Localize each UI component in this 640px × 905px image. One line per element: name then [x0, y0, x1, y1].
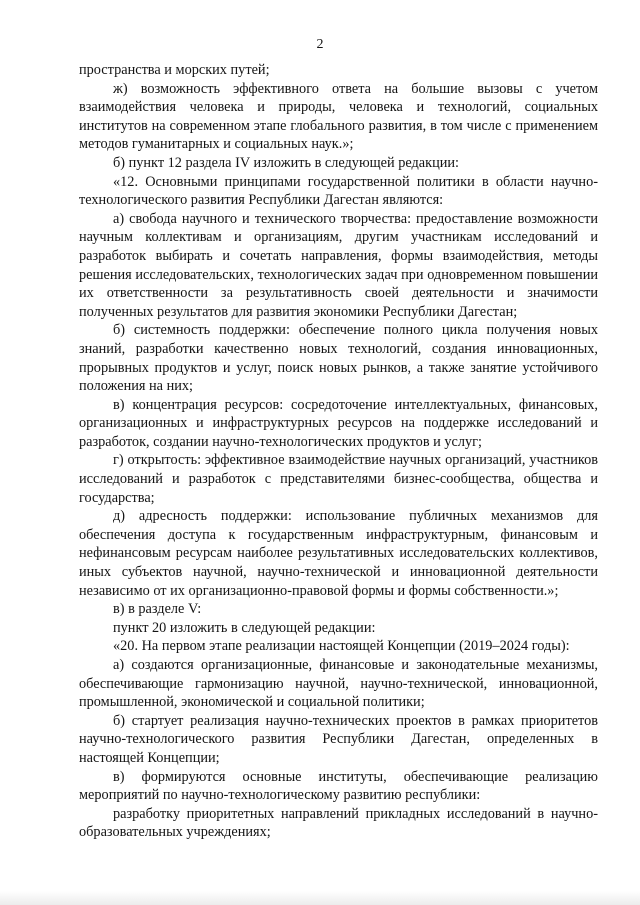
- paragraph-amendment-b: б) пункт 12 раздела IV изложить в следующей редакции:: [113, 154, 460, 171]
- document-body: [79, 61, 598, 842]
- paragraph-principle-d: д) адресность поддержки: использование публичных механизмов для обеспечения доступа к государственным инфраструктурным, финансовым и нефинансовым ресурсам наиболее результативных исследовательских коллективов, иных субъектов научной, научно-технической и инновационной деятельности независимо от их организационно-правовой формы и формы собственности.»;: [79, 508, 598, 599]
- paragraph-principle-g: г) открытость: эффективное взаимодействие научных организаций, участников исследований и разработок с представителями бизнес-сообщества, общества и государства;: [79, 452, 598, 506]
- paragraph-stage-a: а) создаются организационные, финансовые и законодательные механизмы, обеспечивающие гармонизацию научной, научно-технической, инновационной, промышленной, экономической и социальной политики;: [79, 657, 598, 711]
- paragraph-point-20-intro: пункт 20 изложить в следующей редакции:: [113, 619, 376, 636]
- paragraph-principle-b: б) системность поддержки: обеспечение полного цикла получения новых знаний, разработки качественно новых технологий, создания инновационных, прорывных продуктов и услуг, поиск новых рынков, а также занятие устойчивого положения на них;: [79, 322, 598, 395]
- paragraph-amendment-v: в) в разделе V:: [113, 601, 202, 618]
- paragraph-point-20: «20. На первом этапе реализации настоящей Концепции (2019–2024 годы):: [113, 638, 570, 655]
- paragraph-continuation: пространства и морских путей;: [79, 62, 270, 78]
- page-number: 2: [316, 37, 324, 52]
- paragraph-principle-a: а) свобода научного и технического творчества: предоставление возможности научным коллективам и организациям, другим участникам исследований и разработок выбирать и сочетать направления, формы взаимодействия, методы решения исследовательских, технологических задач при одновременном повышении их ответственности за результативность своей деятельности и значимости полученных результатов для развития экономики Республики Дагестан;: [79, 210, 598, 320]
- paragraph-item-zh: ж) возможность эффективного ответа на большие вызовы с учетом взаимодействия человека и природы, человека и технологий, социальных институтов на современном этапе глобального развития, в том числе с применением методов гуманитарных и социальных наук.»;: [79, 80, 598, 153]
- paragraph-stage-v: в) формируются основные институты, обеспечивающие реализацию мероприятий по научно-технологическому развитию республики:: [79, 768, 598, 804]
- scan-edge-shading: [0, 891, 640, 905]
- paragraph-stage-v-item: разработку приоритетных направлений прикладных исследований в научно-образовательных учреждениях;: [79, 805, 598, 841]
- paragraph-principle-v: в) концентрация ресурсов: сосредоточение интеллектуальных, финансовых, организационных и инфраструктурных ресурсов на поддержке исследований и разработок, создании научно-технологических продуктов и услуг;: [79, 396, 598, 450]
- paragraph-point-12: «12. Основными принципами государственной политики в области научно-технологического развития Республики Дагестан являются:: [79, 173, 598, 209]
- paragraph-stage-b: б) стартует реализация научно-технических проектов в рамках приоритетов научно-технологического развития Республики Дагестан, определенных в настоящей Концепции;: [79, 712, 598, 766]
